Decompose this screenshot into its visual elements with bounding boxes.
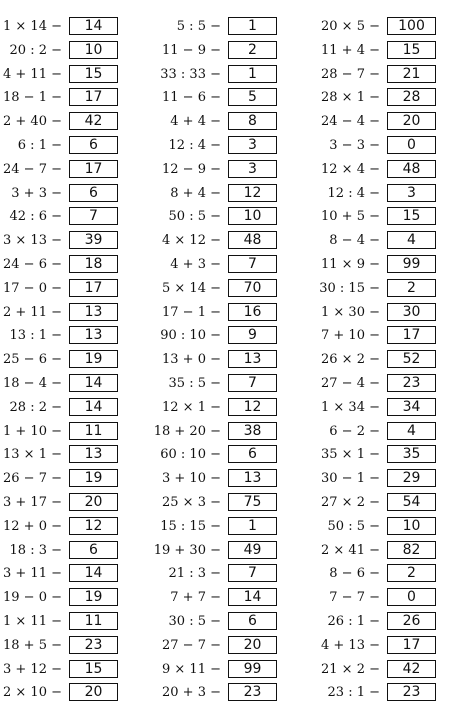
problem-expression: 19 + 30 − [153, 542, 221, 558]
answer-box[interactable]: 6 [69, 541, 118, 559]
problem-expression: 12 + 0 − [3, 518, 62, 534]
answer-box[interactable]: 4 [387, 422, 436, 440]
answer-box[interactable]: 17 [69, 160, 118, 178]
answer-box[interactable]: 12 [69, 517, 118, 535]
answer-box[interactable]: 20 [69, 683, 118, 701]
answer-box[interactable]: 23 [69, 636, 118, 654]
problem-expression: 11 − 6 − [162, 89, 221, 105]
answer-box[interactable]: 2 [228, 41, 277, 59]
answer-box[interactable]: 17 [69, 279, 118, 297]
problem-expression: 12 × 4 − [321, 161, 380, 177]
problem-expression: 15 : 15 − [160, 518, 221, 534]
problem-expression: 5 : 5 − [176, 18, 221, 34]
problem-expression: 1 × 11 − [3, 613, 62, 629]
answer-box[interactable]: 21 [387, 65, 436, 83]
problem-expression: 13 + 0 − [162, 351, 221, 367]
answer-box[interactable]: 13 [228, 469, 277, 487]
problem-expression: 6 : 1 − [17, 137, 62, 153]
problem-expression: 50 : 5 − [327, 518, 380, 534]
answer-box[interactable]: 38 [228, 422, 277, 440]
problem-expression: 11 × 9 − [321, 256, 380, 272]
answer-box[interactable]: 23 [387, 683, 436, 701]
answer-box[interactable]: 3 [387, 184, 436, 202]
answer-box[interactable]: 99 [228, 660, 277, 678]
answer-box[interactable]: 14 [69, 374, 118, 392]
problem-expression: 18 − 1 − [3, 89, 62, 105]
problem-expression: 4 + 4 − [170, 113, 221, 129]
problem-expression: 12 × 1 − [162, 399, 221, 415]
problem-expression: 12 − 9 − [162, 161, 221, 177]
answer-box[interactable]: 48 [387, 160, 436, 178]
answer-box[interactable]: 15 [387, 207, 436, 225]
problem-expression: 50 : 5 − [168, 208, 221, 224]
problem-expression: 2 + 40 − [3, 113, 62, 129]
problem-expression: 2 × 41 − [321, 542, 380, 558]
problem-expression: 9 × 11 − [162, 661, 221, 677]
answer-box[interactable]: 13 [228, 350, 277, 368]
problem-expression: 10 + 5 − [321, 208, 380, 224]
answer-box[interactable]: 3 [228, 136, 277, 154]
answer-box[interactable]: 1 [228, 17, 277, 35]
problem-expression: 18 + 5 − [3, 637, 62, 653]
answer-box[interactable]: 12 [228, 398, 277, 416]
problem-expression: 28 : 2 − [9, 399, 62, 415]
answer-box[interactable]: 1 [228, 65, 277, 83]
problem-expression: 8 + 4 − [170, 185, 221, 201]
problem-expression: 4 + 13 − [321, 637, 380, 653]
answer-box[interactable]: 49 [228, 541, 277, 559]
answer-box[interactable]: 20 [69, 493, 118, 511]
problem-expression: 18 − 4 − [3, 375, 62, 391]
answer-box[interactable]: 15 [387, 41, 436, 59]
problem-expression: 33 : 33 − [160, 66, 221, 82]
problem-expression: 3 + 10 − [162, 470, 221, 486]
answer-box[interactable]: 15 [69, 660, 118, 678]
answer-box[interactable]: 17 [387, 326, 436, 344]
problem-expression: 20 + 3 − [162, 684, 221, 700]
problem-expression: 30 : 5 − [168, 613, 221, 629]
problem-expression: 35 × 1 − [321, 446, 380, 462]
answer-box[interactable]: 3 [228, 160, 277, 178]
problem-expression: 21 × 2 − [321, 661, 380, 677]
answer-box[interactable]: 12 [228, 184, 277, 202]
problem-expression: 4 + 11 − [3, 66, 62, 82]
answer-box[interactable]: 18 [69, 255, 118, 273]
problem-expression: 4 × 12 − [162, 232, 221, 248]
problem-expression: 5 × 14 − [162, 280, 221, 296]
answer-box[interactable]: 19 [69, 588, 118, 606]
answer-box[interactable]: 11 [69, 612, 118, 630]
problem-expression: 19 − 0 − [3, 589, 62, 605]
answer-box[interactable]: 14 [69, 17, 118, 35]
answer-box[interactable]: 17 [69, 88, 118, 106]
problem-expression: 11 − 9 − [162, 42, 221, 58]
answer-box[interactable]: 8 [228, 112, 277, 130]
answer-box[interactable]: 7 [228, 255, 277, 273]
answer-box[interactable]: 15 [69, 65, 118, 83]
problem-expression: 6 − 2 − [329, 423, 380, 439]
answer-box[interactable]: 6 [228, 445, 277, 463]
problem-expression: 20 × 5 − [321, 18, 380, 34]
answer-box[interactable]: 13 [69, 303, 118, 321]
answer-box[interactable]: 29 [387, 469, 436, 487]
answer-box[interactable]: 20 [387, 112, 436, 130]
answer-box[interactable]: 26 [387, 612, 436, 630]
answer-box[interactable]: 19 [69, 469, 118, 487]
problem-expression: 2 + 11 − [3, 304, 62, 320]
answer-box[interactable]: 6 [228, 612, 277, 630]
answer-box[interactable]: 19 [69, 350, 118, 368]
problem-expression: 27 × 2 − [321, 494, 380, 510]
problem-expression: 18 : 3 − [9, 542, 62, 558]
problem-expression: 8 − 6 − [329, 565, 380, 581]
problem-expression: 7 + 7 − [170, 589, 221, 605]
problem-expression: 12 : 4 − [327, 185, 380, 201]
problem-expression: 2 × 10 − [3, 684, 62, 700]
answer-box[interactable]: 1 [228, 517, 277, 535]
problem-expression: 7 + 10 − [321, 327, 380, 343]
answer-box[interactable]: 39 [69, 231, 118, 249]
problem-expression: 8 − 4 − [329, 232, 380, 248]
answer-box[interactable]: 10 [228, 207, 277, 225]
problem-expression: 3 + 17 − [3, 494, 62, 510]
answer-box[interactable]: 48 [228, 231, 277, 249]
answer-box[interactable]: 54 [387, 493, 436, 511]
answer-box[interactable]: 7 [69, 207, 118, 225]
problem-expression: 90 : 10 − [160, 327, 221, 343]
problem-expression: 12 : 4 − [168, 137, 221, 153]
problem-expression: 28 × 1 − [321, 89, 380, 105]
problem-expression: 4 + 3 − [170, 256, 221, 272]
problem-expression: 27 − 4 − [321, 375, 380, 391]
problem-expression: 26 − 7 − [3, 470, 62, 486]
problem-expression: 25 − 6 − [3, 351, 62, 367]
answer-box[interactable]: 23 [387, 374, 436, 392]
problem-expression: 30 − 1 − [321, 470, 380, 486]
problem-expression: 26 × 2 − [321, 351, 380, 367]
answer-box[interactable]: 30 [387, 303, 436, 321]
answer-box[interactable]: 14 [69, 398, 118, 416]
answer-box[interactable]: 13 [69, 326, 118, 344]
problem-expression: 1 × 14 − [3, 18, 62, 34]
problem-expression: 1 × 30 − [321, 304, 380, 320]
answer-box[interactable]: 2 [387, 564, 436, 582]
answer-box[interactable]: 7 [228, 374, 277, 392]
problem-expression: 1 × 34 − [321, 399, 380, 415]
problem-expression: 35 : 5 − [168, 375, 221, 391]
answer-box[interactable]: 34 [387, 398, 436, 416]
problem-expression: 23 : 1 − [327, 684, 380, 700]
answer-box[interactable]: 100 [387, 17, 436, 35]
answer-box[interactable]: 11 [69, 422, 118, 440]
problem-expression: 21 : 3 − [168, 565, 221, 581]
problem-expression: 11 + 4 − [321, 42, 380, 58]
problem-expression: 24 − 4 − [321, 113, 380, 129]
answer-box[interactable]: 0 [387, 136, 436, 154]
problem-expression: 24 − 7 − [3, 161, 62, 177]
problem-expression: 3 + 3 − [11, 185, 62, 201]
answer-box[interactable]: 6 [69, 184, 118, 202]
problem-expression: 13 : 1 − [9, 327, 62, 343]
answer-box[interactable]: 13 [69, 445, 118, 463]
answer-box[interactable]: 4 [387, 231, 436, 249]
problem-expression: 1 + 10 − [3, 423, 62, 439]
problem-expression: 42 : 6 − [9, 208, 62, 224]
answer-box[interactable]: 20 [228, 636, 277, 654]
problem-expression: 13 × 1 − [3, 446, 62, 462]
problem-expression: 30 : 15 − [319, 280, 380, 296]
problem-expression: 18 + 20 − [153, 423, 221, 439]
answer-box[interactable]: 14 [228, 588, 277, 606]
problem-expression: 7 − 7 − [329, 589, 380, 605]
problem-expression: 28 − 7 − [321, 66, 380, 82]
answer-box[interactable]: 82 [387, 541, 436, 559]
problem-expression: 3 × 13 − [3, 232, 62, 248]
problem-expression: 20 : 2 − [9, 42, 62, 58]
answer-box[interactable]: 42 [69, 112, 118, 130]
answer-box[interactable]: 0 [387, 588, 436, 606]
answer-box[interactable]: 23 [228, 683, 277, 701]
problem-expression: 3 − 3 − [329, 137, 380, 153]
answer-box[interactable]: 5 [228, 88, 277, 106]
answer-box[interactable]: 10 [69, 41, 118, 59]
answer-box[interactable]: 17 [387, 636, 436, 654]
answer-box[interactable]: 6 [69, 136, 118, 154]
answer-box[interactable]: 42 [387, 660, 436, 678]
answer-box[interactable]: 28 [387, 88, 436, 106]
problem-expression: 24 − 6 − [3, 256, 62, 272]
problem-expression: 26 : 1 − [327, 613, 380, 629]
answer-box[interactable]: 2 [387, 279, 436, 297]
answer-box[interactable]: 70 [228, 279, 277, 297]
problem-expression: 60 : 10 − [160, 446, 221, 462]
answer-box[interactable]: 99 [387, 255, 436, 273]
answer-box[interactable]: 9 [228, 326, 277, 344]
problem-expression: 17 − 1 − [162, 304, 221, 320]
answer-box[interactable]: 10 [387, 517, 436, 535]
problem-expression: 3 + 11 − [3, 565, 62, 581]
problem-expression: 3 + 12 − [3, 661, 62, 677]
answer-box[interactable]: 14 [69, 564, 118, 582]
answer-box[interactable]: 52 [387, 350, 436, 368]
answer-box[interactable]: 16 [228, 303, 277, 321]
problem-expression: 27 − 7 − [162, 637, 221, 653]
problem-expression: 25 × 3 − [162, 494, 221, 510]
problem-expression: 17 − 0 − [3, 280, 62, 296]
answer-box[interactable]: 75 [228, 493, 277, 511]
answer-box[interactable]: 7 [228, 564, 277, 582]
answer-box[interactable]: 35 [387, 445, 436, 463]
